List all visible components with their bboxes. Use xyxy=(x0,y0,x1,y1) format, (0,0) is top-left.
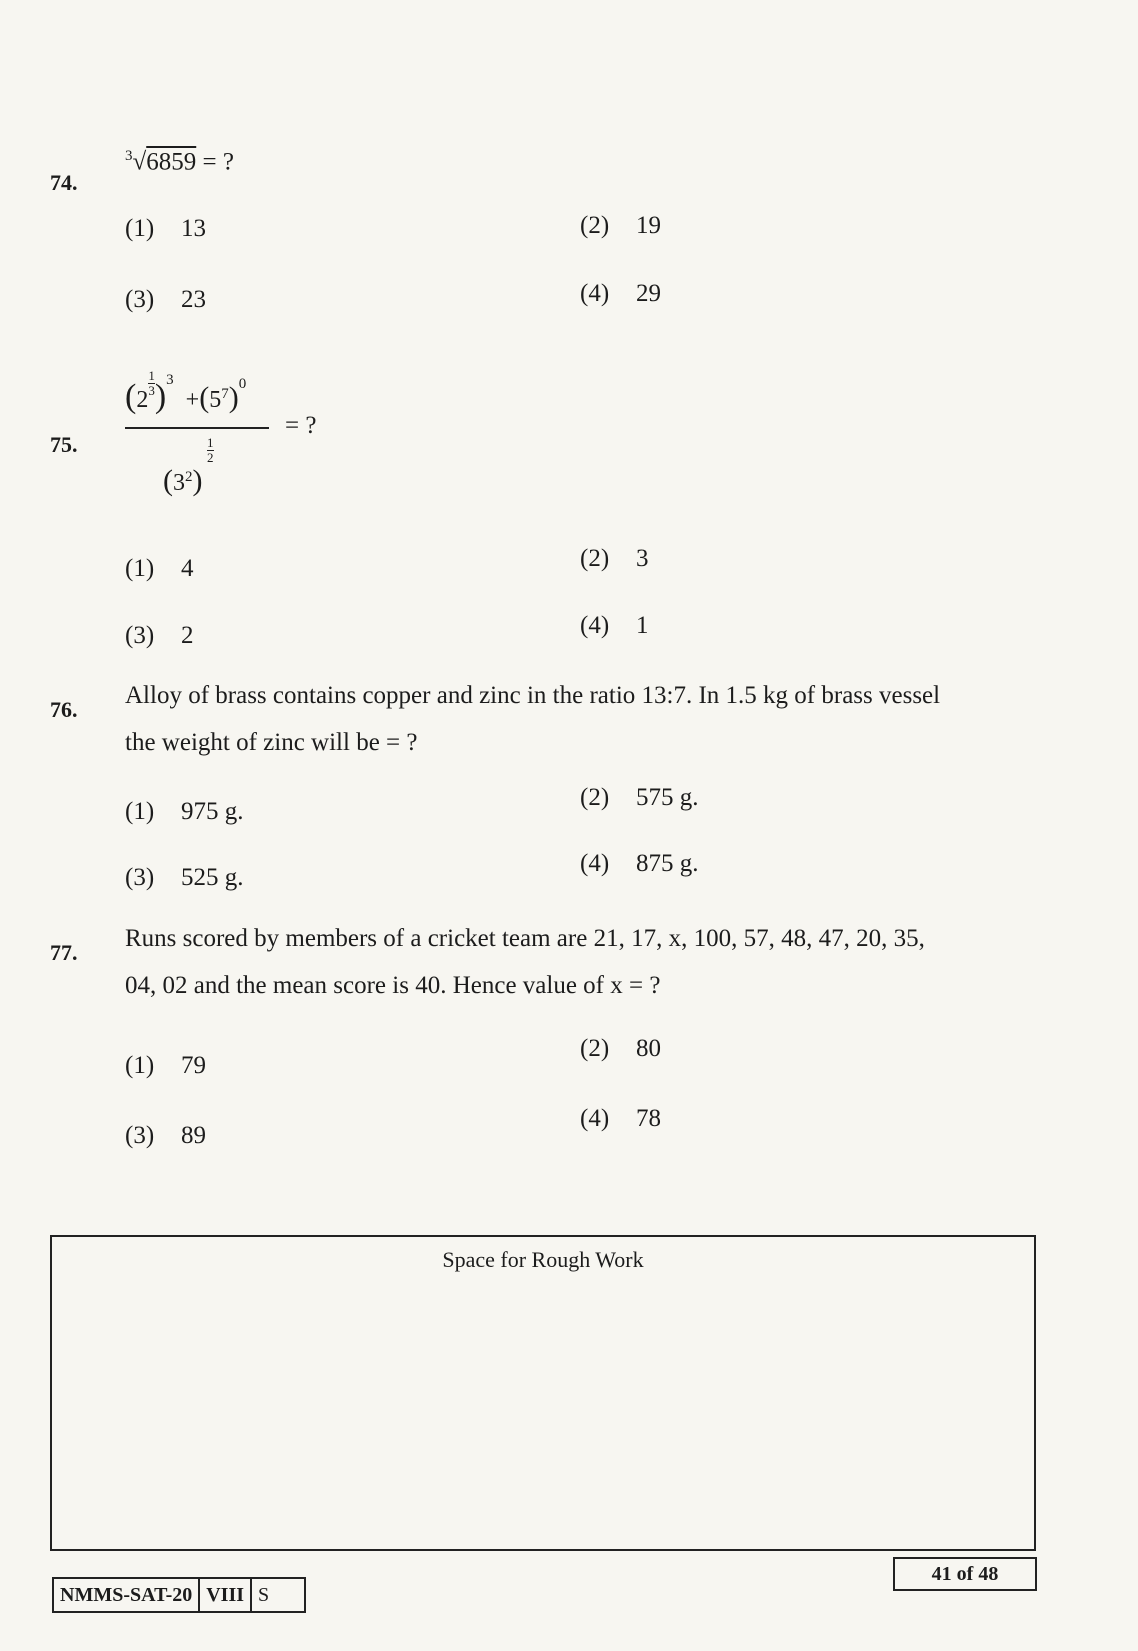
question-76-line-1: Alloy of brass contains copper and zinc in the ratio 13:7. In 1.5 kg of brass vessel xyxy=(125,682,941,709)
question-75-number: 75. xyxy=(50,432,78,457)
question-75-expression xyxy=(125,350,275,520)
question-75-option-1: (1) 4 xyxy=(125,555,194,582)
question-77-number: 77. xyxy=(50,940,78,965)
question-75-option-3: (3) 2 xyxy=(125,622,194,649)
question-77-option-4: (4) 78 xyxy=(580,1105,661,1132)
fraction-denominator: 1 2 $(3^2)$ xyxy=(163,435,214,497)
question-76-option-4: (4) 875 g. xyxy=(580,850,699,877)
question-77-line-1: Runs scored by members of a cricket team are 21, 17, x, 100, 57, 48, 47, 20, 35, xyxy=(125,925,925,952)
question-74-number: 74. xyxy=(50,170,78,195)
question-76-text xyxy=(125,672,1045,766)
question-77-option-1: (1) 79 xyxy=(125,1052,206,1079)
radical-sign: √ xyxy=(132,148,147,176)
fraction-bar xyxy=(125,427,269,429)
question-77-option-2: (2) 80 xyxy=(580,1035,661,1062)
radical-index: 3 xyxy=(125,148,133,164)
question-77-line-2: 04, 02 and the mean score is 40. Hence value of x = ? xyxy=(125,972,661,999)
rough-work-box xyxy=(50,1235,1036,1551)
exam-code: NMMS-SAT-20 xyxy=(54,1579,200,1611)
question-74-expression xyxy=(125,148,234,176)
exam-code-box xyxy=(52,1577,306,1613)
rough-work-title: Space for Rough Work xyxy=(442,1247,644,1272)
question-74-option-4: (4) 29 xyxy=(580,280,661,307)
question-76-number: 76. xyxy=(50,697,78,722)
question-74-option-1: (1) 13 xyxy=(125,215,206,242)
page-number: 41 of 48 xyxy=(893,1557,1037,1591)
fraction-numerator: (2 $\frac{1}{3}$ )$^3 +(5^7)^0$ xyxy=(125,368,247,415)
question-76-line-2: the weight of zinc will be = ? xyxy=(125,729,418,756)
equals-question: = ? xyxy=(202,148,234,176)
question-75-option-2: (2) 3 xyxy=(580,545,649,572)
exam-class: VIII xyxy=(200,1579,252,1611)
question-76-option-3: (3) 525 g. xyxy=(125,864,244,891)
question-74-option-2: (2) 19 xyxy=(580,212,661,239)
question-77-text xyxy=(125,915,1045,1009)
exam-set: S xyxy=(258,1584,270,1606)
question-74-option-3: (3) 23 xyxy=(125,286,206,313)
question-75-equals: = ? xyxy=(285,412,317,439)
question-76-option-2: (2) 575 g. xyxy=(580,784,699,811)
question-76-option-1: (1) 975 g. xyxy=(125,798,244,825)
question-75-option-4: (4) 1 xyxy=(580,612,649,639)
question-77-option-3: (3) 89 xyxy=(125,1122,206,1149)
radicand: 6859 xyxy=(146,148,197,176)
